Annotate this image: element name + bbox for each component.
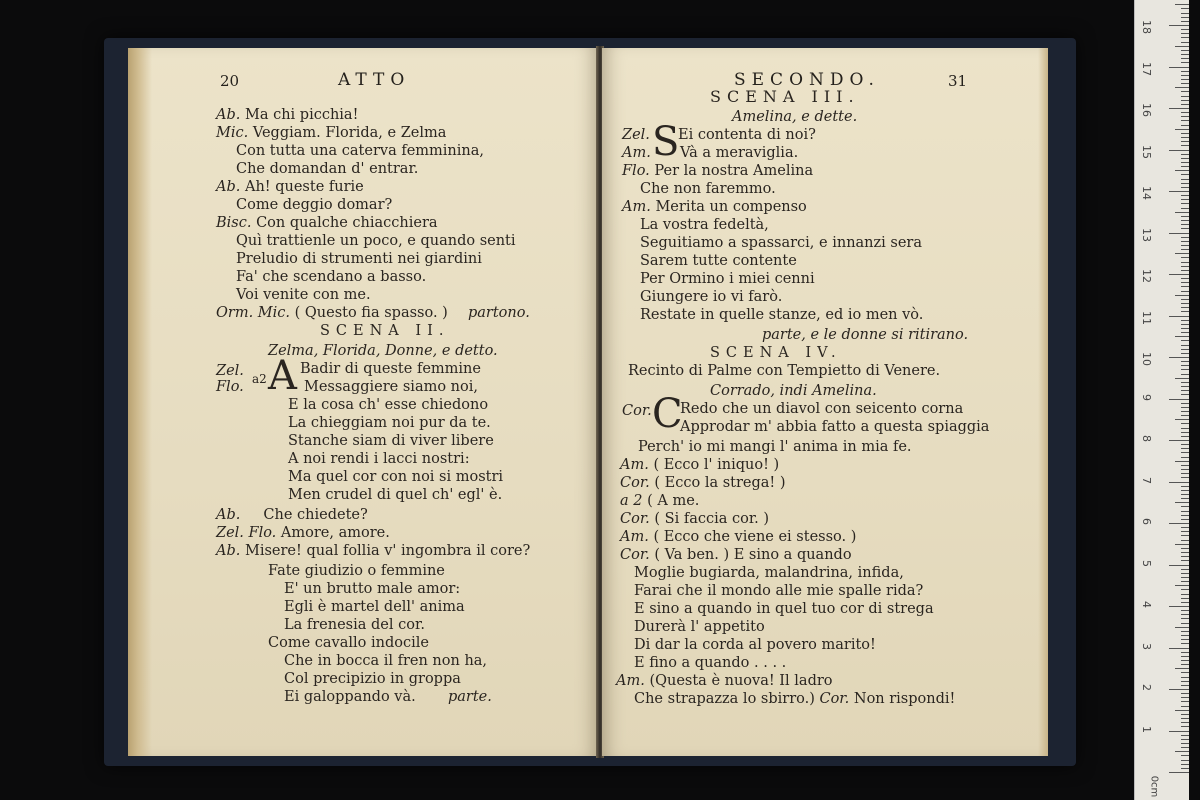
- ruler-tick: [1181, 448, 1189, 449]
- ruler-tick: [1181, 241, 1189, 242]
- ruler-tick: [1181, 672, 1189, 673]
- ruler-tick: [1181, 436, 1189, 437]
- ruler-tick: [1181, 469, 1189, 470]
- scene-setting: Recinto di Palme con Tempietto di Venere.: [628, 363, 941, 379]
- left-line: Ab. Ah! queste furie: [216, 179, 364, 195]
- right-line: Am.: [622, 145, 651, 161]
- ruler-tick: [1181, 224, 1189, 225]
- ruler-tick: [1181, 332, 1189, 333]
- ruler-tick: [1181, 614, 1189, 615]
- right-line: Farai che il mondo alle mie spalle rida?: [634, 583, 924, 599]
- stage-direction: partono.: [468, 305, 530, 321]
- ruler-number: 10: [1140, 352, 1153, 366]
- ruler-tick: [1181, 581, 1189, 582]
- ruler-tick: [1175, 627, 1189, 628]
- ruler-tick: [1181, 249, 1189, 250]
- ruler-tick: [1181, 635, 1189, 636]
- ruler-tick: [1181, 340, 1189, 341]
- ruler-tick: [1175, 295, 1189, 296]
- ruler-tick: [1181, 145, 1189, 146]
- scene-speaker: Flo.: [216, 379, 244, 395]
- left-line: Orm. Mic. ( Questo fia spasso. ): [216, 305, 448, 321]
- ruler-number: 4: [1140, 601, 1153, 608]
- ruler-tick: [1181, 490, 1189, 491]
- ruler-tick: [1181, 311, 1189, 312]
- ruler-tick: [1181, 91, 1189, 92]
- ruler-tick: [1181, 374, 1189, 375]
- ruler-tick: [1181, 116, 1189, 117]
- ruler-tick: [1175, 585, 1189, 586]
- ruler-tick: [1175, 710, 1189, 711]
- ruler-tick: [1175, 419, 1189, 420]
- right-line: Cor. ( Va ben. ) E sino a quando: [620, 547, 852, 563]
- right-line: Zel.: [622, 127, 650, 143]
- ruler-tick: [1181, 714, 1189, 715]
- ruler-tick: [1181, 50, 1189, 51]
- ruler-tick: [1169, 606, 1189, 607]
- left-line: Fa' che scendano a basso.: [236, 269, 427, 285]
- verse-line: Ma quel cor con noi si mostri: [288, 469, 504, 485]
- left-line: Mic. Veggiam. Florida, e Zelma: [216, 125, 447, 141]
- ruler-tick: [1181, 515, 1189, 516]
- scene-persons: Zelma, Florida, Donne, e detto.: [268, 343, 498, 359]
- ruler-tick: [1181, 755, 1189, 756]
- right-line: a 2 ( A me.: [620, 493, 700, 509]
- right-page-header: SECONDO.: [734, 70, 880, 90]
- aria-line: Ei galoppando và.: [284, 689, 416, 705]
- left-line: Che domandan d' entrar.: [236, 161, 419, 177]
- ruler-tick: [1175, 212, 1189, 213]
- ruler-tick: [1181, 527, 1189, 528]
- ruler-tick: [1181, 631, 1189, 632]
- right-line: Am. (Questa è nuova! Il ladro: [616, 673, 833, 689]
- ruler-tick: [1181, 133, 1189, 134]
- ruler-tick: [1181, 278, 1189, 279]
- verse-line: La chieggiam noi pur da te.: [288, 415, 491, 431]
- ruler-tick: [1181, 428, 1189, 429]
- ruler-tick: [1181, 349, 1189, 350]
- ruler-tick: [1181, 8, 1189, 9]
- ruler-tick: [1181, 693, 1189, 694]
- ruler-tick: [1169, 482, 1189, 483]
- ruler-tick: [1181, 394, 1189, 395]
- ruler-tick: [1181, 100, 1189, 101]
- ruler-tick: [1181, 237, 1189, 238]
- aria-line: Come cavallo indocile: [268, 635, 429, 651]
- ruler-tick: [1181, 701, 1189, 702]
- verse-line: Men crudel di quel ch' egl' è.: [288, 487, 503, 503]
- ruler-tick: [1181, 735, 1189, 736]
- ruler-tick: [1175, 751, 1189, 752]
- ruler-tick: [1181, 560, 1189, 561]
- ruler-tick: [1181, 29, 1189, 30]
- ruler-tick: [1175, 668, 1189, 669]
- left-line: Quì trattienle un poco, e quando senti: [236, 233, 516, 249]
- ruler-tick: [1181, 697, 1189, 698]
- ruler-tick: [1169, 648, 1189, 649]
- ruler-tick: [1175, 46, 1189, 47]
- ruler-tick: [1181, 62, 1189, 63]
- ruler-tick: [1181, 199, 1189, 200]
- ruler-tick: [1181, 494, 1189, 495]
- ruler-tick: [1181, 382, 1189, 383]
- ruler-tick: [1169, 150, 1189, 151]
- ruler-tick: [1181, 656, 1189, 657]
- ruler-tick: [1181, 664, 1189, 665]
- left-line: Ab. Misere! qual follia v' ingombra il core?: [216, 543, 531, 559]
- ruler-tick: [1181, 706, 1189, 707]
- ruler-tick: [1181, 266, 1189, 267]
- ruler-tick: [1181, 618, 1189, 619]
- ruler-number: 9: [1140, 393, 1153, 401]
- scene-speaker: Zel.: [216, 363, 244, 379]
- right-line: Cor. ( Ecco la strega! ): [620, 475, 786, 491]
- ruler-tick: [1181, 154, 1189, 155]
- ruler-tick: [1181, 54, 1189, 55]
- ruler-number: 1: [1140, 725, 1153, 733]
- left-line: Preludio di strumenti nei giardini: [236, 251, 482, 267]
- ruler-tick: [1181, 137, 1189, 138]
- ruler-tick: [1181, 486, 1189, 487]
- ruler-tick: [1181, 764, 1189, 765]
- ruler-tick: [1181, 291, 1189, 292]
- ruler-number: 11: [1140, 310, 1153, 325]
- ruler-tick: [1181, 718, 1189, 719]
- ruler-tick: [1181, 760, 1189, 761]
- ruler-tick: [1181, 257, 1189, 258]
- ruler-tick: [1169, 25, 1189, 26]
- ruler-tick: [1181, 473, 1189, 474]
- right-line: Che non faremmo.: [640, 181, 776, 197]
- ruler-number: 15: [1140, 144, 1153, 159]
- right-line: E fino a quando . . . .: [634, 655, 787, 671]
- ruler-tick: [1181, 112, 1189, 113]
- ruler-number: 8: [1140, 435, 1153, 442]
- ruler-tick: [1181, 183, 1189, 184]
- ruler-tick: [1181, 369, 1189, 370]
- ruler-tick: [1181, 390, 1189, 391]
- right-line: Ei contenta di noi?: [678, 127, 816, 143]
- right-line: Seguitiamo a spassarci, e innanzi sera: [640, 235, 922, 251]
- ruler-tick: [1181, 37, 1189, 38]
- ruler-tick: [1181, 535, 1189, 536]
- right-line: Sarem tutte contente: [640, 253, 797, 269]
- ruler-tick: [1181, 83, 1189, 84]
- ruler-tick: [1169, 689, 1189, 690]
- ruler-tick: [1181, 498, 1189, 499]
- ruler-tick: [1181, 365, 1189, 366]
- verse-line: Messaggiere siamo noi,: [304, 379, 478, 395]
- ruler-tick: [1181, 286, 1189, 287]
- ruler-number: 6: [1140, 518, 1153, 525]
- ruler-tick: [1181, 96, 1189, 97]
- right-line: Am. ( Ecco l' iniquo! ): [620, 457, 780, 473]
- verse-line: A noi rendi i lacci nostri:: [288, 451, 470, 467]
- ruler-tick: [1181, 174, 1189, 175]
- ruler-tick: [1175, 336, 1189, 337]
- ruler-tick: [1181, 203, 1189, 204]
- ruler-tick: [1175, 253, 1189, 254]
- ruler-tick: [1181, 411, 1189, 412]
- ruler-tick: [1181, 598, 1189, 599]
- ruler-tick: [1181, 519, 1189, 520]
- ruler-unit: 0cm: [1148, 775, 1160, 798]
- ruler-tick: [1181, 228, 1189, 229]
- ruler-tick: [1181, 677, 1189, 678]
- ruler-tick: [1181, 282, 1189, 283]
- ruler-tick: [1181, 220, 1189, 221]
- ruler-tick: [1181, 303, 1189, 304]
- ruler-tick: [1181, 17, 1189, 18]
- ruler-tick: [1181, 643, 1189, 644]
- ruler-tick: [1181, 548, 1189, 549]
- ruler-tick: [1181, 444, 1189, 445]
- ruler-tick: [1181, 328, 1189, 329]
- verse-line: Badir di queste femmine: [300, 361, 481, 377]
- right-line: Redo che un diavol con seicento corna: [680, 401, 964, 417]
- left-line: Bisc. Con qualche chiacchiera: [216, 215, 438, 231]
- ruler-tick: [1169, 316, 1189, 317]
- ruler-tick: [1181, 79, 1189, 80]
- right-line: Che strapazza lo sbirro.) Cor. Non rispondi!: [634, 691, 956, 707]
- ruler-tick: [1181, 639, 1189, 640]
- ruler-tick: [1181, 652, 1189, 653]
- ruler-tick: [1169, 772, 1189, 773]
- left-line: Ab. Che chiedete?: [216, 507, 368, 523]
- ruler-tick: [1181, 345, 1189, 346]
- ruler-number: 7: [1140, 476, 1153, 484]
- verse-line: Stanche siam di viver libere: [288, 433, 494, 449]
- ruler-tick: [1169, 523, 1189, 524]
- scene-title: SCENA III.: [710, 87, 860, 106]
- ruler-tick: [1181, 722, 1189, 723]
- left-page-number: 20: [220, 72, 240, 90]
- ruler-tick: [1181, 42, 1189, 43]
- scene-title: SCENA II.: [320, 323, 450, 339]
- ruler-tick: [1181, 120, 1189, 121]
- right-line: Cor. ( Si faccia cor. ): [620, 511, 770, 527]
- ruler-number: 13: [1140, 227, 1153, 242]
- ruler-tick: [1169, 108, 1189, 109]
- ruler-tick: [1181, 452, 1189, 453]
- ruler-tick: [1181, 477, 1189, 478]
- ruler-tick: [1175, 544, 1189, 545]
- ruler-number: 14: [1140, 186, 1153, 200]
- ruler-tick: [1181, 465, 1189, 466]
- drop-cap: A: [268, 353, 297, 399]
- ruler-tick: [1181, 726, 1189, 727]
- ruler-number: 2: [1140, 684, 1153, 691]
- ruler-tick: [1181, 141, 1189, 142]
- scene-persons: Amelina, e dette.: [732, 109, 858, 125]
- ruler-tick: [1181, 320, 1189, 321]
- measurement-ruler: [1134, 0, 1189, 800]
- ruler-tick: [1181, 768, 1189, 769]
- ruler-tick: [1181, 262, 1189, 263]
- ruler-tick: [1181, 187, 1189, 188]
- right-line: Approdar m' abbia fatto a questa spiaggia: [680, 419, 990, 435]
- ruler-tick: [1181, 324, 1189, 325]
- right-line: Và a meraviglia.: [680, 145, 799, 161]
- ruler-tick: [1181, 531, 1189, 532]
- ruler-tick: [1181, 403, 1189, 404]
- verse-line: E la cosa ch' esse chiedono: [288, 397, 489, 413]
- ruler-tick: [1181, 58, 1189, 59]
- stage-direction: parte.: [448, 689, 492, 705]
- ruler-tick: [1175, 129, 1189, 130]
- right-line: Durerà l' appetito: [634, 619, 765, 635]
- right-line: Per Ormino i miei cenni: [640, 271, 815, 287]
- ruler-tick: [1181, 556, 1189, 557]
- right-line: Restate in quelle stanze, ed io men vò.: [640, 307, 924, 323]
- ruler-tick: [1175, 461, 1189, 462]
- ruler-number: 18: [1140, 20, 1153, 34]
- ruler-tick: [1181, 158, 1189, 159]
- ruler-tick: [1169, 440, 1189, 441]
- right-line: Am. Merita un compenso: [622, 199, 807, 215]
- ruler-tick: [1175, 170, 1189, 171]
- ruler-number: 17: [1140, 61, 1153, 76]
- a2-marker: a2: [252, 372, 267, 386]
- ruler-tick: [1181, 245, 1189, 246]
- ruler-tick: [1181, 552, 1189, 553]
- ruler-tick: [1181, 681, 1189, 682]
- ruler-number: 16: [1140, 103, 1153, 117]
- ruler-tick: [1175, 4, 1189, 5]
- aria-line: Fate giudizio o femmine: [268, 563, 445, 579]
- ruler-tick: [1181, 577, 1189, 578]
- ruler-tick: [1169, 191, 1189, 192]
- ruler-tick: [1175, 502, 1189, 503]
- ruler-tick: [1181, 432, 1189, 433]
- ruler-tick: [1181, 162, 1189, 163]
- ruler-tick: [1181, 506, 1189, 507]
- right-page: [602, 48, 1048, 756]
- right-line: Di dar la corda al povero marito!: [634, 637, 876, 653]
- ruler-tick: [1181, 33, 1189, 34]
- ruler-tick: [1181, 569, 1189, 570]
- ruler-tick: [1181, 407, 1189, 408]
- ruler-tick: [1181, 179, 1189, 180]
- ruler-tick: [1181, 21, 1189, 22]
- ruler-tick: [1181, 610, 1189, 611]
- ruler-tick: [1181, 573, 1189, 574]
- ruler-tick: [1169, 274, 1189, 275]
- left-line: Come deggio domar?: [236, 197, 393, 213]
- ruler-tick: [1181, 166, 1189, 167]
- ruler-tick: [1181, 307, 1189, 308]
- ruler-tick: [1169, 67, 1189, 68]
- right-line: Moglie bugiarda, malandrina, infida,: [634, 565, 904, 581]
- right-line: Giungere io vi farò.: [640, 289, 783, 305]
- ruler-tick: [1181, 216, 1189, 217]
- ruler-tick: [1181, 208, 1189, 209]
- ruler-tick: [1181, 589, 1189, 590]
- left-line: Voi venite con me.: [236, 287, 371, 303]
- ruler-tick: [1169, 731, 1189, 732]
- ruler-tick: [1181, 299, 1189, 300]
- ruler-tick: [1181, 623, 1189, 624]
- ruler-tick: [1169, 399, 1189, 400]
- ruler-tick: [1181, 747, 1189, 748]
- right-line: La vostra fedeltà,: [640, 217, 769, 233]
- right-line: Perch' io mi mangi l' anima in mia fe.: [638, 439, 912, 455]
- ruler-tick: [1181, 13, 1189, 14]
- ruler-number: 5: [1140, 559, 1153, 567]
- right-line: Am. ( Ecco che viene ei stesso. ): [620, 529, 857, 545]
- speaker: Cor.: [622, 403, 652, 419]
- ruler-tick: [1181, 602, 1189, 603]
- ruler-tick: [1181, 361, 1189, 362]
- ruler-tick: [1169, 233, 1189, 234]
- ruler-tick: [1181, 511, 1189, 512]
- ruler-tick: [1181, 457, 1189, 458]
- left-line: Ab. Ma chi picchia!: [216, 107, 359, 123]
- left-page-header: ATTO: [338, 70, 411, 90]
- ruler-tick: [1175, 87, 1189, 88]
- ruler-tick: [1169, 357, 1189, 358]
- ruler-tick: [1181, 75, 1189, 76]
- ruler-tick: [1169, 565, 1189, 566]
- aria-line: Egli è martel dell' anima: [284, 599, 465, 615]
- left-page: [128, 48, 598, 756]
- right-page-number: 31: [948, 72, 968, 90]
- right-line: E sino a quando in quel tuo cor di strega: [634, 601, 934, 617]
- ruler-tick: [1181, 125, 1189, 126]
- aria-line: E' un brutto male amor:: [284, 581, 461, 597]
- scene-title: SCENA IV.: [710, 345, 842, 361]
- ruler-tick: [1181, 270, 1189, 271]
- ruler-tick: [1181, 743, 1189, 744]
- right-line: Flo. Per la nostra Amelina: [622, 163, 814, 179]
- left-line: Zel. Flo. Amore, amore.: [216, 525, 390, 541]
- drop-cap: C: [652, 391, 683, 437]
- ruler-number: 12: [1140, 269, 1153, 283]
- aria-line: La frenesia del cor.: [284, 617, 425, 633]
- ruler-tick: [1181, 685, 1189, 686]
- ruler-number: 3: [1140, 642, 1153, 650]
- ruler-tick: [1181, 423, 1189, 424]
- ruler-tick: [1181, 415, 1189, 416]
- ruler-tick: [1181, 195, 1189, 196]
- ruler-tick: [1181, 540, 1189, 541]
- ruler-tick: [1181, 71, 1189, 72]
- aria-line: Col precipizio in groppa: [284, 671, 461, 687]
- ruler-tick: [1181, 386, 1189, 387]
- scene-persons: Corrado, indi Amelina.: [710, 383, 877, 399]
- drop-cap: S: [652, 119, 680, 165]
- ruler-tick: [1181, 353, 1189, 354]
- ruler-tick: [1181, 660, 1189, 661]
- ruler-tick: [1181, 104, 1189, 105]
- ruler-tick: [1175, 378, 1189, 379]
- left-line: Con tutta una caterva femminina,: [236, 143, 484, 159]
- aria-line: Che in bocca il fren non ha,: [284, 653, 488, 669]
- stage-direction: parte, e le donne si ritirano.: [762, 327, 969, 343]
- ruler-tick: [1181, 594, 1189, 595]
- ruler-tick: [1181, 739, 1189, 740]
